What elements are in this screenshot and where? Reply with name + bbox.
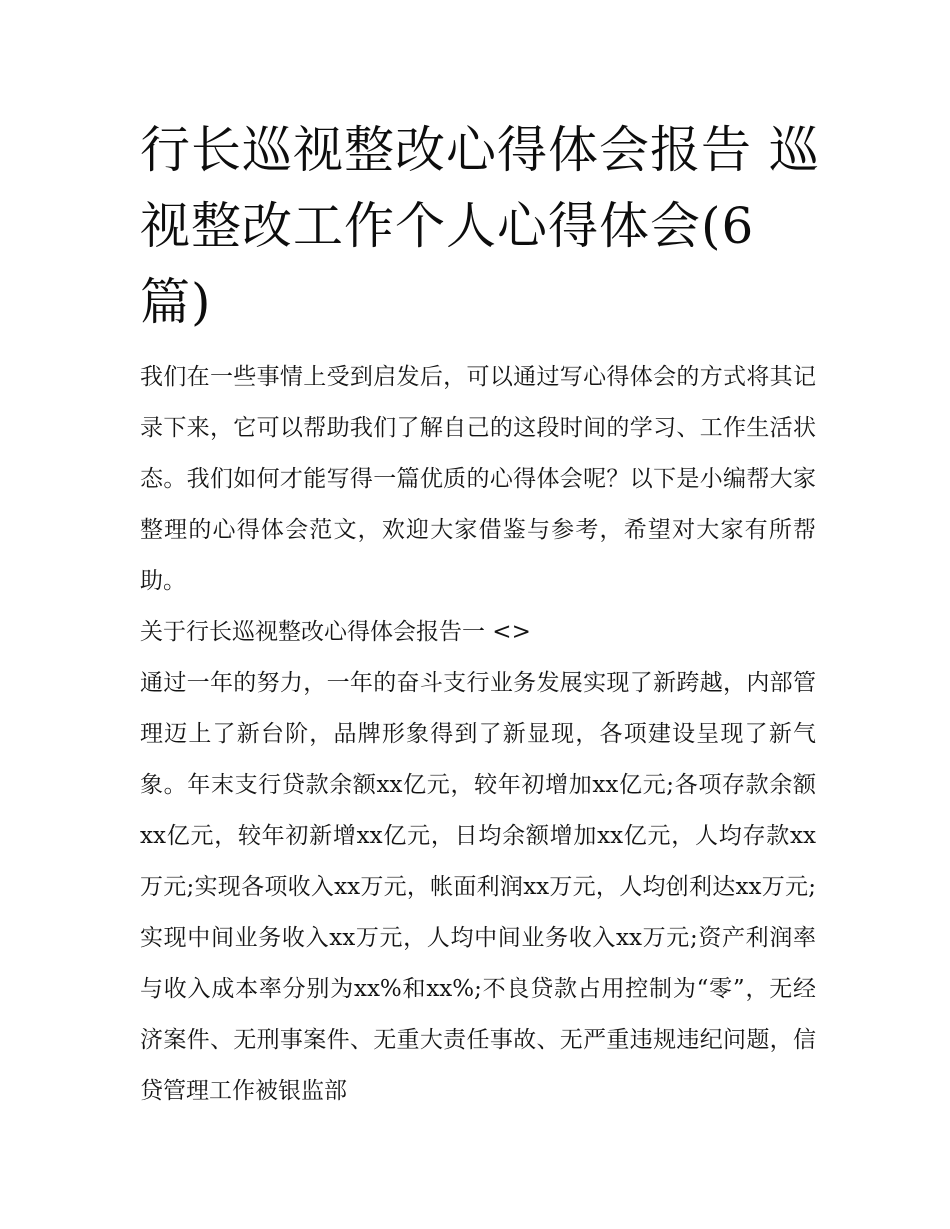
intro-paragraph: 我们在一些事情上受到启发后，可以通过写心得体会的方式将其记录下来，它可以帮助我们了解自己的这段时间的学习、工作生活状态。我们如何才能写得一篇优质的心得体会呢？以下是小编帮大家整理的心得体会范文，欢迎大家借鉴与参考，希望对大家有所帮助。 — [140, 364, 816, 594]
document-title: 行长巡视整改心得体会报告 巡视整改工作个人心得体会(6篇) — [140, 121, 820, 331]
document-body — [140, 352, 816, 1117]
body-paragraph: 通过一年的努力，一年的奋斗支行业务发展实现了新跨越，内部管理迈上了新台阶，品牌形象得到了新显现，各项建设呈现了新气象。年末支行贷款余额xx亿元，较年初增加xx亿元;各项存款余额xx亿元，较年初新增xx亿元，日均余额增加xx亿元，人均存款xx万元;实现各项收入xx万元，帐面利润xx万元，人均创利达xx万元;实现中间业务收入xx万元，人均中间业务收入xx万元;资产利润率与收入成本率分别为xx%和xx%;不良贷款占用控制为“零”，无经济案件、无刑事案件、无重大责任事故、无严重违规违纪问题，信贷管理工作被银监部 — [140, 670, 816, 1104]
section-heading: 关于行长巡视整改心得体会报告一 <> — [140, 619, 531, 645]
